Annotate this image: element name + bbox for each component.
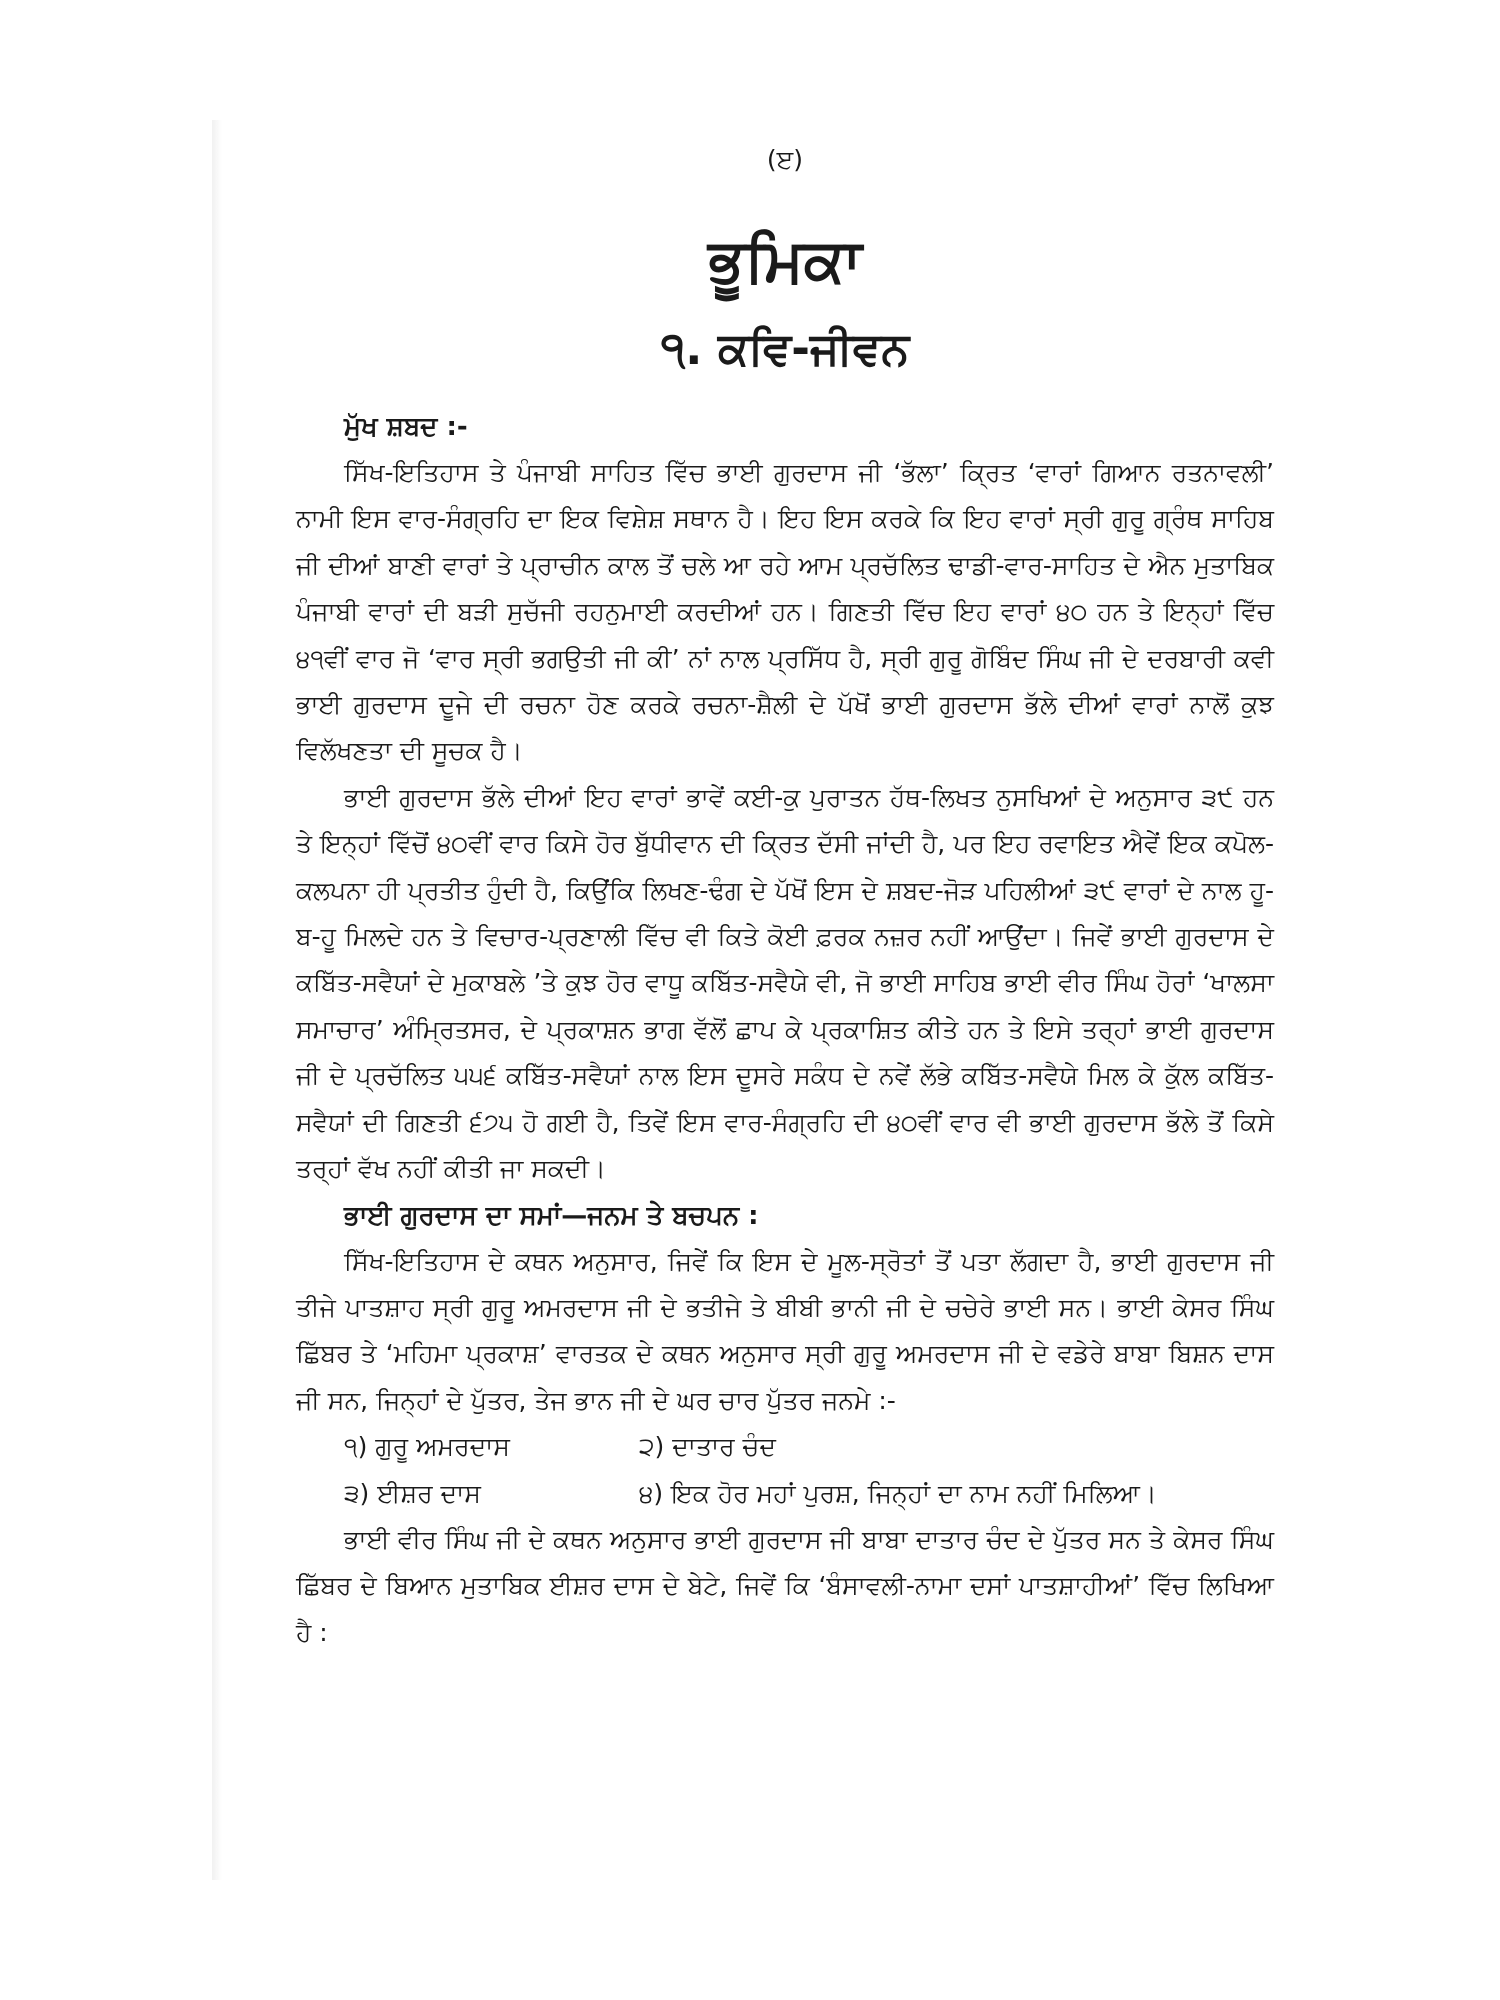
closing-paragraph: ਭਾਈ ਵੀਰ ਸਿੰਘ ਜੀ ਦੇ ਕਥਨ ਅਨੁਸਾਰ ਭਾਈ ਗੁਰਦਾਸ ਜੀ ਬਾਬਾ ਦਾਤਾਰ ਚੰਦ ਦੇ ਪੁੱਤਰ ਸਨ ਤੇ ਕੇਸਰ ਸਿੰਘ ਛਿੱਬਰ ਦੇ ਬਿਆਨ ਮੁਤਾਬਿਕ ਈਸ਼ਰ ਦਾਸ ਦੇ ਬੇਟੇ, ਜਿਵੇਂ ਕਿ ‘ਬੰਸਾਵਲੀ-ਨਾਮਾ ਦਸਾਂ ਪਾਤਸ਼ਾਹੀਆਂ’ ਵਿੱਚ ਲਿਖਿਆ ਹੈ : — [296, 1524, 1274, 1647]
paragraph: ਭਾਈ ਗੁਰਦਾਸ ਭੱਲੇ ਦੀਆਂ ਇਹ ਵਾਰਾਂ ਭਾਵੇਂ ਕਈ-ਕੁ ਪੁਰਾਤਨ ਹੱਥ-ਲਿਖਤ ਨੁਸਖਿਆਂ ਦੇ ਅਨੁਸਾਰ ੩੯ ਹਨ ਤੇ ਇਨ੍ਹਾਂ ਵਿੱਚੋਂ ੪੦ਵੀਂ ਵਾਰ ਕਿਸੇ ਹੋਰ ਬੁੱਧੀਵਾਨ ਦੀ ਕ੍ਰਿਤ ਦੱਸੀ ਜਾਂਦੀ ਹੈ, ਪਰ ਇਹ ਰਵਾਇਤ ਐਵੇਂ ਇਕ ਕਪੋਲ-ਕਲਪਨਾ ਹੀ ਪ੍ਰਤੀਤ ਹੁੰਦੀ ਹੈ, ਕਿਉਂਕਿ ਲਿਖਣ-ਢੰਗ ਦੇ ਪੱਖੋਂ ਇਸ ਦੇ ਸ਼ਬਦ-ਜੋੜ ਪਹਿਲੀਆਂ ੩੯ ਵਾਰਾਂ ਦੇ ਨਾਲ ਹੂ-ਬ-ਹੂ ਮਿਲਦੇ ਹਨ ਤੇ ਵਿਚਾਰ-ਪ੍ਰਣਾਲੀ ਵਿੱਚ ਵੀ ਕਿਤੇ ਕੋਈ ਫ਼ਰਕ ਨਜ਼ਰ ਨਹੀਂ ਆਉਂਦਾ। ਜਿਵੇਂ ਭਾਈ ਗੁਰਦਾਸ ਦੇ ਕਬਿੱਤ-ਸਵੈਯਾਂ ਦੇ ਮੁਕਾਬਲੇ ’ਤੇ ਕੁਝ ਹੋਰ ਵਾਧੂ ਕਬਿੱਤ-ਸਵੈਯੇ ਵੀ, ਜੋ ਭਾਈ ਸਾਹਿਬ ਭਾਈ ਵੀਰ ਸਿੰਘ ਹੋਰਾਂ ‘ਖਾਲਸਾ ਸਮਾਚਾਰ’ ਅੰਮ੍ਰਿਤਸਰ, ਦੇ ਪ੍ਰਕਾਸ਼ਨ ਭਾਗ ਵੱਲੋਂ ਛਾਪ ਕੇ ਪ੍ਰਕਾਸ਼ਿਤ ਕੀਤੇ ਹਨ ਤੇ ਇਸੇ ਤਰ੍ਹਾਂ ਭਾਈ ਗੁਰਦਾਸ ਜੀ ਦੇ ਪ੍ਰਚੱਲਿਤ ੫੫੬ ਕਬਿੱਤ-ਸਵੈਯਾਂ ਨਾਲ ਇਸ ਦੂਸਰੇ ਸਕੰਧ ਦੇ ਨਵੇਂ ਲੱਭੇ ਕਬਿੱਤ-ਸਵੈਯੇ ਮਿਲ ਕੇ ਕੁੱਲ ਕਬਿੱਤ-ਸਵੈਯਾਂ ਦੀ ਗਿਣਤੀ ੬੭੫ ਹੋ ਗਈ ਹੈ, ਤਿਵੇਂ ਇਸ ਵਾਰ-ਸੰਗ੍ਰਹਿ ਦੀ ੪੦ਵੀਂ ਵਾਰ ਵੀ ਭਾਈ ਗੁਰਦਾਸ ਭੱਲੇ ਤੋਂ ਕਿਸੇ ਤਰ੍ਹਾਂ ਵੱਖ ਨਹੀਂ ਕੀਤੀ ਜਾ ਸਕਦੀ। — [296, 782, 1274, 1184]
section-heading-key-words: ਮੁੱਖ ਸ਼ਬਦ :- — [344, 412, 468, 442]
list-item: ੪) ਇਕ ਹੋਰ ਮਹਾਂ ਪੁਰਸ਼, ਜਿਨ੍ਹਾਂ ਦਾ ਨਾਮ ਨਹੀਂ ਮਿਲਿਆ। — [639, 1478, 1157, 1508]
sons-list-row — [296, 1471, 1274, 1517]
paragraph: ਸਿੱਖ-ਇਤਿਹਾਸ ਦੇ ਕਥਨ ਅਨੁਸਾਰ, ਜਿਵੇਂ ਕਿ ਇਸ ਦੇ ਮੂਲ-ਸ੍ਰੋਤਾਂ ਤੋਂ ਪਤਾ ਲੱਗਦਾ ਹੈ, ਭਾਈ ਗੁਰਦਾਸ ਜੀ ਤੀਜੇ ਪਾਤਸ਼ਾਹ ਸ੍ਰੀ ਗੁਰੂ ਅਮਰਦਾਸ ਜੀ ਦੇ ਭਤੀਜੇ ਤੇ ਬੀਬੀ ਭਾਨੀ ਜੀ ਦੇ ਚਚੇਰੇ ਭਾਈ ਸਨ। ਭਾਈ ਕੇਸਰ ਸਿੰਘ ਛਿੱਬਰ ਤੇ ‘ਮਹਿਮਾ ਪ੍ਰਕਾਸ਼’ ਵਾਰਤਕ ਦੇ ਕਥਨ ਅਨੁਸਾਰ ਸ੍ਰੀ ਗੁਰੂ ਅਮਰਦਾਸ ਜੀ ਦੇ ਵਡੇਰੇ ਬਾਬਾ ਬਿਸ਼ਨ ਦਾਸ ਜੀ ਸਨ, ਜਿਨ੍ਹਾਂ ਦੇ ਪੁੱਤਰ, ਤੇਜ ਭਾਨ ਜੀ ਦੇ ਘਰ ਚਾਰ ਪੁੱਤਰ ਜਨਮੇ :- — [296, 1246, 1274, 1415]
chapter-title: ਭੂਮਿਕਾ — [708, 226, 862, 296]
list-item: ੧) ਗੁਰੂ ਅਮਰਦਾਸ — [344, 1432, 510, 1462]
sons-list-row — [296, 1424, 1274, 1470]
page-number: (ੲ) — [766, 145, 804, 174]
binding-gutter-shadow — [212, 120, 222, 1880]
text-column — [296, 140, 1274, 1656]
list-item: ੨) ਦਾਤਾਰ ਚੰਦ — [639, 1432, 776, 1462]
chapter-subtitle: ੧. ਕਵਿ-ਜੀਵਨ — [660, 322, 910, 375]
section-heading-birth-and-childhood: ਭਾਈ ਗੁਰਦਾਸ ਦਾ ਸਮਾਂ—ਜਨਮ ਤੇ ਬਚਪਨ : — [344, 1200, 759, 1231]
paragraph: ਸਿੱਖ-ਇਤਿਹਾਸ ਤੇ ਪੰਜਾਬੀ ਸਾਹਿਤ ਵਿੱਚ ਭਾਈ ਗੁਰਦਾਸ ਜੀ ‘ਭੱਲਾ’ ਕ੍ਰਿਤ ‘ਵਾਰਾਂ ਗਿਆਨ ਰਤਨਾਵਲੀ’ ਨਾਮੀ ਇਸ ਵਾਰ-ਸੰਗ੍ਰਹਿ ਦਾ ਇਕ ਵਿਸ਼ੇਸ਼ ਸਥਾਨ ਹੈ। ਇਹ ਇਸ ਕਰਕੇ ਕਿ ਇਹ ਵਾਰਾਂ ਸ੍ਰੀ ਗੁਰੂ ਗ੍ਰੰਥ ਸਾਹਿਬ ਜੀ ਦੀਆਂ ਬਾਣੀ ਵਾਰਾਂ ਤੇ ਪ੍ਰਾਚੀਨ ਕਾਲ ਤੋਂ ਚਲੇ ਆ ਰਹੇ ਆਮ ਪ੍ਰਚੱਲਿਤ ਢਾਡੀ-ਵਾਰ-ਸਾਹਿਤ ਦੇ ਐਨ ਮੁਤਾਬਿਕ ਪੰਜਾਬੀ ਵਾਰਾਂ ਦੀ ਬੜੀ ਸੁਚੱਜੀ ਰਹਨੁਮਾਈ ਕਰਦੀਆਂ ਹਨ। ਗਿਣਤੀ ਵਿੱਚ ਇਹ ਵਾਰਾਂ ੪੦ ਹਨ ਤੇ ਇਨ੍ਹਾਂ ਵਿੱਚ ੪੧ਵੀਂ ਵਾਰ ਜੋ ‘ਵਾਰ ਸ੍ਰੀ ਭਗਉਤੀ ਜੀ ਕੀ’ ਨਾਂ ਨਾਲ ਪ੍ਰਸਿੱਧ ਹੈ, ਸ੍ਰੀ ਗੁਰੂ ਗੋਬਿੰਦ ਸਿੰਘ ਜੀ ਦੇ ਦਰਬਾਰੀ ਕਵੀ ਭਾਈ ਗੁਰਦਾਸ ਦੂਜੇ ਦੀ ਰਚਨਾ ਹੋਣ ਕਰਕੇ ਰਚਨਾ-ਸ਼ੈਲੀ ਦੇ ਪੱਖੋਂ ਭਾਈ ਗੁਰਦਾਸ ਭੱਲੇ ਦੀਆਂ ਵਾਰਾਂ ਨਾਲੋਂ ਕੁਝ ਵਿਲੱਖਣਤਾ ਦੀ ਸੂਚਕ ਹੈ। — [296, 458, 1274, 766]
list-item: ੩) ਈਸ਼ਰ ਦਾਸ — [344, 1478, 481, 1508]
